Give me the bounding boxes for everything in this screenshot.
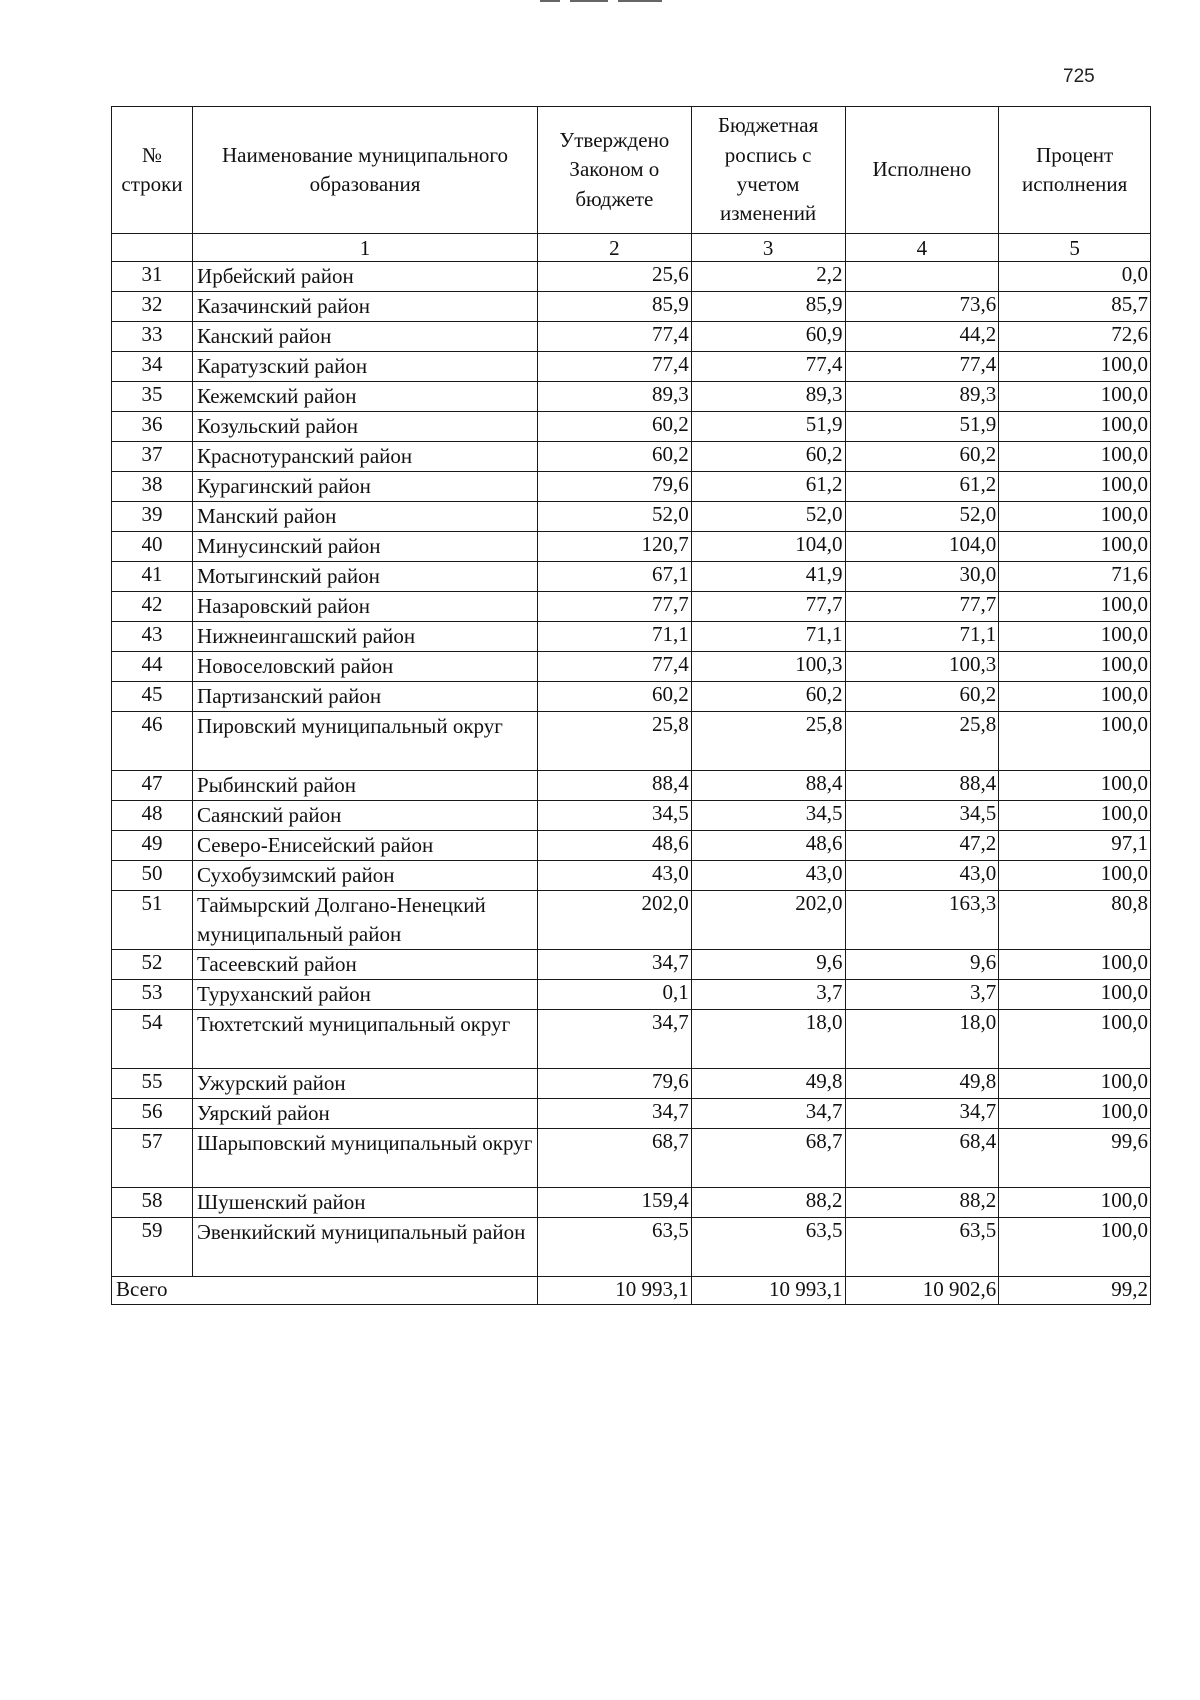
approved-cell: 202,0	[537, 891, 691, 950]
percent-cell: 85,7	[999, 292, 1151, 322]
header-municipality-name: Наименование муниципального образования	[193, 107, 538, 234]
executed-cell: 100,3	[845, 652, 999, 682]
executed-cell: 34,7	[845, 1099, 999, 1129]
percent-cell: 100,0	[999, 712, 1151, 771]
executed-cell: 73,6	[845, 292, 999, 322]
row-number-cell: 54	[112, 1010, 193, 1069]
header-row	[112, 107, 1151, 234]
executed-cell: 88,2	[845, 1188, 999, 1218]
budget-list-cell: 100,3	[691, 652, 845, 682]
executed-cell: 63,5	[845, 1218, 999, 1277]
row-number-cell: 45	[112, 682, 193, 712]
approved-cell: 25,8	[537, 712, 691, 771]
budget-list-cell: 52,0	[691, 502, 845, 532]
approved-cell: 34,5	[537, 801, 691, 831]
column-number: 4	[845, 234, 999, 262]
approved-cell: 79,6	[537, 472, 691, 502]
executed-cell: 77,4	[845, 352, 999, 382]
budget-list-cell: 71,1	[691, 622, 845, 652]
budget-list-cell: 9,6	[691, 950, 845, 980]
percent-cell: 100,0	[999, 592, 1151, 622]
percent-cell: 72,6	[999, 322, 1151, 352]
municipality-name-cell: Нижнеингашский район	[193, 622, 538, 652]
column-number: 1	[193, 234, 538, 262]
budget-list-cell: 43,0	[691, 861, 845, 891]
executed-cell: 88,4	[845, 771, 999, 801]
table-row	[112, 562, 1151, 592]
municipality-name-cell: Шушенский район	[193, 1188, 538, 1218]
table-row	[112, 891, 1151, 950]
budget-list-cell: 41,9	[691, 562, 845, 592]
municipality-name-cell: Тасеевский район	[193, 950, 538, 980]
approved-cell: 60,2	[537, 682, 691, 712]
municipality-name-cell: Назаровский район	[193, 592, 538, 622]
municipality-name-cell: Кежемский район	[193, 382, 538, 412]
budget-list-cell: 60,2	[691, 682, 845, 712]
approved-cell: 48,6	[537, 831, 691, 861]
approved-cell: 67,1	[537, 562, 691, 592]
executed-cell: 77,7	[845, 592, 999, 622]
header-executed: Исполнено	[845, 107, 999, 234]
percent-cell: 100,0	[999, 1069, 1151, 1099]
municipality-name-cell: Манский район	[193, 502, 538, 532]
row-number-cell: 49	[112, 831, 193, 861]
row-number-cell: 33	[112, 322, 193, 352]
approved-cell: 88,4	[537, 771, 691, 801]
scan-top-marks	[540, 0, 670, 3]
table-row	[112, 801, 1151, 831]
percent-cell: 100,0	[999, 980, 1151, 1010]
budget-list-cell: 51,9	[691, 412, 845, 442]
approved-cell: 77,4	[537, 352, 691, 382]
budget-list-cell: 61,2	[691, 472, 845, 502]
row-number-cell: 43	[112, 622, 193, 652]
executed-cell: 61,2	[845, 472, 999, 502]
row-number-cell: 53	[112, 980, 193, 1010]
executed-cell: 52,0	[845, 502, 999, 532]
header-approved-by-law: Утверждено Законом о бюджете	[537, 107, 691, 234]
table-row	[112, 292, 1151, 322]
table-row	[112, 771, 1151, 801]
approved-cell: 0,1	[537, 980, 691, 1010]
percent-cell: 100,0	[999, 682, 1151, 712]
executed-cell: 44,2	[845, 322, 999, 352]
budget-list-cell: 68,7	[691, 1129, 845, 1188]
row-number-cell: 46	[112, 712, 193, 771]
row-number-cell: 41	[112, 562, 193, 592]
table-row	[112, 980, 1151, 1010]
budget-list-cell: 202,0	[691, 891, 845, 950]
table-row	[112, 950, 1151, 980]
row-number-cell: 32	[112, 292, 193, 322]
row-number-cell: 34	[112, 352, 193, 382]
table-row	[112, 1069, 1151, 1099]
table-row	[112, 442, 1151, 472]
municipality-name-cell: Шарыповский муниципальный округ	[193, 1129, 538, 1188]
table-row	[112, 412, 1151, 442]
table-row	[112, 861, 1151, 891]
municipality-name-cell: Козульский район	[193, 412, 538, 442]
budget-list-cell: 25,8	[691, 712, 845, 771]
municipality-name-cell: Курагинский район	[193, 472, 538, 502]
column-number	[112, 234, 193, 262]
row-number-cell: 51	[112, 891, 193, 950]
percent-cell: 100,0	[999, 382, 1151, 412]
budget-list-cell: 77,7	[691, 592, 845, 622]
percent-cell: 99,6	[999, 1129, 1151, 1188]
percent-cell: 100,0	[999, 352, 1151, 382]
table-row	[112, 1099, 1151, 1129]
total-approved: 10 993,1	[537, 1277, 691, 1305]
percent-cell: 100,0	[999, 771, 1151, 801]
municipality-name-cell: Казачинский район	[193, 292, 538, 322]
budget-list-cell: 18,0	[691, 1010, 845, 1069]
percent-cell: 100,0	[999, 622, 1151, 652]
row-number-cell: 39	[112, 502, 193, 532]
table-row	[112, 1129, 1151, 1188]
budget-list-cell: 89,3	[691, 382, 845, 412]
budget-list-cell: 104,0	[691, 532, 845, 562]
approved-cell: 79,6	[537, 1069, 691, 1099]
total-executed: 10 902,6	[845, 1277, 999, 1305]
budget-list-cell: 34,5	[691, 801, 845, 831]
executed-cell: 104,0	[845, 532, 999, 562]
table-row	[112, 1188, 1151, 1218]
row-number-cell: 42	[112, 592, 193, 622]
municipality-name-cell: Уярский район	[193, 1099, 538, 1129]
table-row	[112, 831, 1151, 861]
executed-cell: 25,8	[845, 712, 999, 771]
municipality-name-cell: Эвенкийский муниципальный район	[193, 1218, 538, 1277]
row-number-cell: 48	[112, 801, 193, 831]
municipality-name-cell: Краснотуранский район	[193, 442, 538, 472]
table-row	[112, 1010, 1151, 1069]
percent-cell: 100,0	[999, 861, 1151, 891]
municipality-name-cell: Каратузский район	[193, 352, 538, 382]
approved-cell: 34,7	[537, 1010, 691, 1069]
municipality-name-cell: Таймырский Долгано-Ненецкий муниципальный район	[193, 891, 538, 950]
total-percent: 99,2	[999, 1277, 1151, 1305]
header-row-number: № строки	[112, 107, 193, 234]
row-number-cell: 31	[112, 262, 193, 292]
executed-cell	[845, 262, 999, 292]
executed-cell: 163,3	[845, 891, 999, 950]
table-row	[112, 592, 1151, 622]
column-number: 2	[537, 234, 691, 262]
executed-cell: 47,2	[845, 831, 999, 861]
percent-cell: 100,0	[999, 801, 1151, 831]
approved-cell: 52,0	[537, 502, 691, 532]
percent-cell: 100,0	[999, 532, 1151, 562]
approved-cell: 34,7	[537, 950, 691, 980]
executed-cell: 89,3	[845, 382, 999, 412]
percent-cell: 100,0	[999, 652, 1151, 682]
table-row	[112, 712, 1151, 771]
percent-cell: 71,6	[999, 562, 1151, 592]
percent-cell: 100,0	[999, 1188, 1151, 1218]
budget-list-cell: 88,2	[691, 1188, 845, 1218]
approved-cell: 68,7	[537, 1129, 691, 1188]
municipality-name-cell: Ужурский район	[193, 1069, 538, 1099]
approved-cell: 25,6	[537, 262, 691, 292]
column-number: 5	[999, 234, 1151, 262]
approved-cell: 63,5	[537, 1218, 691, 1277]
municipality-name-cell: Тюхтетский муниципальный округ	[193, 1010, 538, 1069]
budget-list-cell: 63,5	[691, 1218, 845, 1277]
municipality-name-cell: Саянский район	[193, 801, 538, 831]
percent-cell: 0,0	[999, 262, 1151, 292]
table-row	[112, 502, 1151, 532]
approved-cell: 34,7	[537, 1099, 691, 1129]
percent-cell: 100,0	[999, 412, 1151, 442]
budget-list-cell: 85,9	[691, 292, 845, 322]
budget-list-cell: 48,6	[691, 831, 845, 861]
percent-cell: 100,0	[999, 1218, 1151, 1277]
executed-cell: 60,2	[845, 442, 999, 472]
table-body	[112, 262, 1151, 1277]
header-budget-list: Бюджетная роспись с учетом изменений	[691, 107, 845, 234]
budget-list-cell: 2,2	[691, 262, 845, 292]
total-budget: 10 993,1	[691, 1277, 845, 1305]
budget-execution-table	[111, 106, 1151, 1305]
row-number-cell: 59	[112, 1218, 193, 1277]
approved-cell: 120,7	[537, 532, 691, 562]
executed-cell: 43,0	[845, 861, 999, 891]
municipality-name-cell: Северо-Енисейский район	[193, 831, 538, 861]
header-execution-percent: Процент исполнения	[999, 107, 1151, 234]
municipality-name-cell: Минусинский район	[193, 532, 538, 562]
percent-cell: 100,0	[999, 502, 1151, 532]
executed-cell: 51,9	[845, 412, 999, 442]
executed-cell: 3,7	[845, 980, 999, 1010]
municipality-name-cell: Новоселовский район	[193, 652, 538, 682]
row-number-cell: 36	[112, 412, 193, 442]
budget-list-cell: 88,4	[691, 771, 845, 801]
municipality-name-cell: Ирбейский район	[193, 262, 538, 292]
municipality-name-cell: Партизанский район	[193, 682, 538, 712]
approved-cell: 77,4	[537, 322, 691, 352]
row-number-cell: 58	[112, 1188, 193, 1218]
budget-list-cell: 60,2	[691, 442, 845, 472]
page-number: 725	[1063, 66, 1095, 87]
table-row	[112, 382, 1151, 412]
approved-cell: 89,3	[537, 382, 691, 412]
row-number-cell: 47	[112, 771, 193, 801]
municipality-name-cell: Туруханский район	[193, 980, 538, 1010]
budget-list-cell: 60,9	[691, 322, 845, 352]
row-number-cell: 56	[112, 1099, 193, 1129]
municipality-name-cell: Канский район	[193, 322, 538, 352]
executed-cell: 49,8	[845, 1069, 999, 1099]
executed-cell: 34,5	[845, 801, 999, 831]
row-number-cell: 52	[112, 950, 193, 980]
table-row	[112, 322, 1151, 352]
percent-cell: 100,0	[999, 1099, 1151, 1129]
approved-cell: 60,2	[537, 412, 691, 442]
municipality-name-cell: Пировский муниципальный округ	[193, 712, 538, 771]
table-row	[112, 472, 1151, 502]
approved-cell: 77,7	[537, 592, 691, 622]
budget-list-cell: 3,7	[691, 980, 845, 1010]
table-header	[112, 107, 1151, 262]
row-number-cell: 55	[112, 1069, 193, 1099]
approved-cell: 159,4	[537, 1188, 691, 1218]
executed-cell: 68,4	[845, 1129, 999, 1188]
executed-cell: 30,0	[845, 562, 999, 592]
percent-cell: 100,0	[999, 472, 1151, 502]
table-row	[112, 532, 1151, 562]
approved-cell: 85,9	[537, 292, 691, 322]
municipality-name-cell: Рыбинский район	[193, 771, 538, 801]
table-row	[112, 352, 1151, 382]
total-label: Всего	[112, 1277, 538, 1305]
budget-list-cell: 77,4	[691, 352, 845, 382]
percent-cell: 80,8	[999, 891, 1151, 950]
budget-list-cell: 34,7	[691, 1099, 845, 1129]
municipality-name-cell: Сухобузимский район	[193, 861, 538, 891]
executed-cell: 18,0	[845, 1010, 999, 1069]
approved-cell: 77,4	[537, 652, 691, 682]
percent-cell: 100,0	[999, 442, 1151, 472]
table-row	[112, 682, 1151, 712]
approved-cell: 71,1	[537, 622, 691, 652]
row-number-cell: 44	[112, 652, 193, 682]
percent-cell: 97,1	[999, 831, 1151, 861]
row-number-cell: 57	[112, 1129, 193, 1188]
approved-cell: 60,2	[537, 442, 691, 472]
row-number-cell: 40	[112, 532, 193, 562]
percent-cell: 100,0	[999, 950, 1151, 980]
approved-cell: 43,0	[537, 861, 691, 891]
table-row	[112, 652, 1151, 682]
total-row	[112, 1277, 1151, 1305]
percent-cell: 100,0	[999, 1010, 1151, 1069]
row-number-cell: 38	[112, 472, 193, 502]
column-number: 3	[691, 234, 845, 262]
table-row	[112, 1218, 1151, 1277]
row-number-cell: 50	[112, 861, 193, 891]
column-number-row	[112, 234, 1151, 262]
row-number-cell: 37	[112, 442, 193, 472]
executed-cell: 60,2	[845, 682, 999, 712]
row-number-cell: 35	[112, 382, 193, 412]
municipality-name-cell: Мотыгинский район	[193, 562, 538, 592]
budget-list-cell: 49,8	[691, 1069, 845, 1099]
executed-cell: 71,1	[845, 622, 999, 652]
table-row	[112, 622, 1151, 652]
table-row	[112, 262, 1151, 292]
executed-cell: 9,6	[845, 950, 999, 980]
